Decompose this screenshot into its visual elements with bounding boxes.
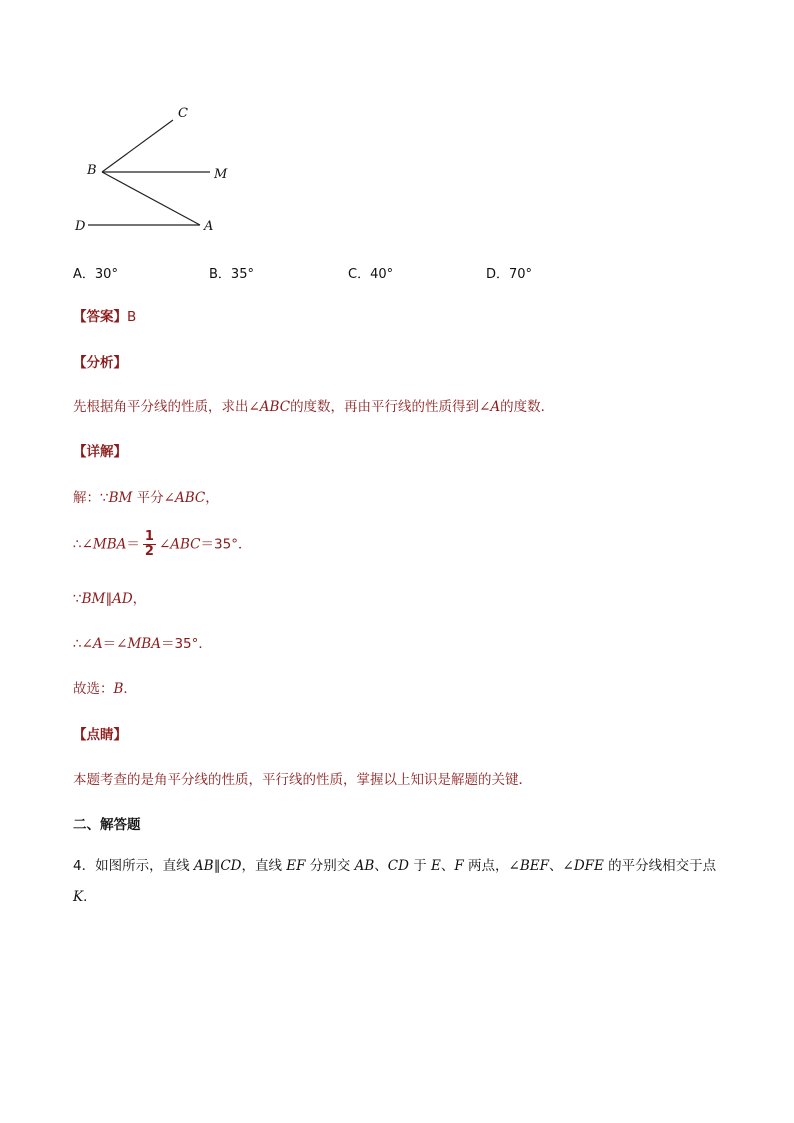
- comment-heading: 【点睛】: [73, 727, 127, 743]
- label-c: C: [178, 106, 188, 121]
- detail-line-2: [73, 530, 251, 559]
- question-4-line-2: [73, 888, 97, 906]
- option-a-value: 30°: [94, 267, 118, 282]
- q4-math-k: K: [73, 889, 84, 905]
- d1-prefix: 解：∵: [73, 490, 109, 506]
- q4-text-1: 4．如图所示，直线: [73, 858, 194, 874]
- option-a-letter: A．: [73, 267, 95, 282]
- q4-math-ef: EF: [286, 858, 306, 874]
- option-c-letter: C．: [348, 267, 371, 282]
- option-b-value: 35°: [230, 267, 254, 282]
- q4-math-cd-2: CD: [387, 858, 409, 874]
- q4-math-bef: ∠BEF: [508, 858, 550, 874]
- label-a: A: [204, 219, 214, 234]
- geometry-figure: [60, 95, 260, 245]
- label-m: M: [214, 167, 228, 182]
- detail-line-3: [73, 590, 146, 608]
- q4-text-5: 两点，: [463, 858, 509, 874]
- q4-text-end: ．: [83, 889, 97, 905]
- d2-rest: ＝35°．: [200, 536, 252, 553]
- analysis-math-2: ∠A: [479, 399, 501, 415]
- ray-bc: [102, 120, 173, 172]
- analysis-heading: 【分析】: [73, 355, 127, 371]
- d4-math-2: ∠MBA: [116, 636, 161, 652]
- d1-math-1: BM: [108, 490, 133, 506]
- fraction-numerator: 1: [144, 529, 154, 544]
- q4-sep-2: 、: [440, 858, 455, 874]
- d3-math-1: BM: [81, 591, 106, 607]
- d3-math-2: AD: [112, 591, 133, 607]
- d5-prefix: 故选：: [73, 681, 114, 697]
- analysis-text: [73, 398, 554, 416]
- option-a: [73, 263, 118, 282]
- option-c: [348, 263, 393, 282]
- d1-math-2: ∠ABC: [163, 490, 206, 506]
- section-2-title: 二、解答题: [73, 817, 141, 833]
- q4-text-6: 的平分线相交于点: [603, 858, 717, 874]
- answer-heading: 【答案】: [73, 309, 127, 325]
- analysis-math-1: ∠ABC: [248, 399, 291, 415]
- option-d-value: 70°: [509, 267, 533, 282]
- option-b-letter: B．: [209, 267, 231, 282]
- fraction-one-half: [143, 530, 156, 559]
- d4-math-1: ∠A: [81, 636, 103, 652]
- fraction-denominator: 2: [144, 544, 154, 559]
- d5-suffix: ．: [123, 681, 137, 697]
- d2-math-2: ∠ABC: [158, 536, 201, 553]
- q4-math-dfe: ∠DFE: [562, 858, 604, 874]
- detail-line-5: [73, 680, 137, 698]
- q4-math-e: E: [431, 858, 441, 874]
- d2-eq: ＝: [126, 536, 140, 553]
- d4-eq: ＝: [102, 636, 117, 652]
- label-d: D: [75, 219, 86, 234]
- d1-mid: 平分: [132, 490, 164, 506]
- option-b: [209, 263, 254, 282]
- q4-math-f: F: [454, 858, 464, 874]
- q4-text-3: 分别交: [305, 858, 355, 874]
- detail-line-1: [73, 489, 219, 507]
- q4-sep-3: 、: [549, 858, 563, 874]
- option-d: [486, 263, 532, 282]
- option-c-value: 40°: [370, 267, 394, 282]
- q4-math-ab: AB: [193, 858, 214, 874]
- d2-prefix: ∴: [73, 536, 82, 553]
- d5-math-1: B: [113, 681, 124, 697]
- d4-rest: ＝35°．: [160, 636, 212, 652]
- q4-text-4: 于: [408, 858, 432, 874]
- analysis-part-3: 的度数．: [500, 399, 555, 415]
- label-b: B: [87, 163, 97, 178]
- d4-prefix: ∴: [73, 636, 82, 652]
- detail-heading: 【详解】: [73, 444, 127, 460]
- segment-ba: [102, 172, 200, 225]
- analysis-part-1: 先根据角平分线的性质，求出: [73, 399, 249, 415]
- q4-text-2: ，直线: [241, 858, 287, 874]
- d1-suffix: ，: [205, 490, 219, 506]
- answer-value: B: [127, 309, 137, 325]
- q4-sep-1: 、: [374, 858, 388, 874]
- q4-math-cd: CD: [220, 858, 242, 874]
- comment-text: 本题考查的是角平分线的性质，平行线的性质，掌握以上知识是解题的关键．: [73, 772, 532, 788]
- detail-line-4: [73, 635, 212, 653]
- q4-parallel: ∥: [213, 858, 221, 874]
- d2-math-1: ∠MBA: [81, 536, 127, 553]
- answer-line: [73, 308, 136, 326]
- d3-prefix: ∵: [73, 591, 82, 607]
- question-4-line-1: [73, 857, 716, 875]
- option-d-letter: D．: [486, 267, 510, 282]
- d3-suffix: ，: [132, 591, 147, 607]
- analysis-part-2: 的度数，再由平行线的性质得到: [290, 399, 480, 415]
- d3-par: ∥: [105, 591, 113, 607]
- q4-math-ab-2: AB: [354, 858, 375, 874]
